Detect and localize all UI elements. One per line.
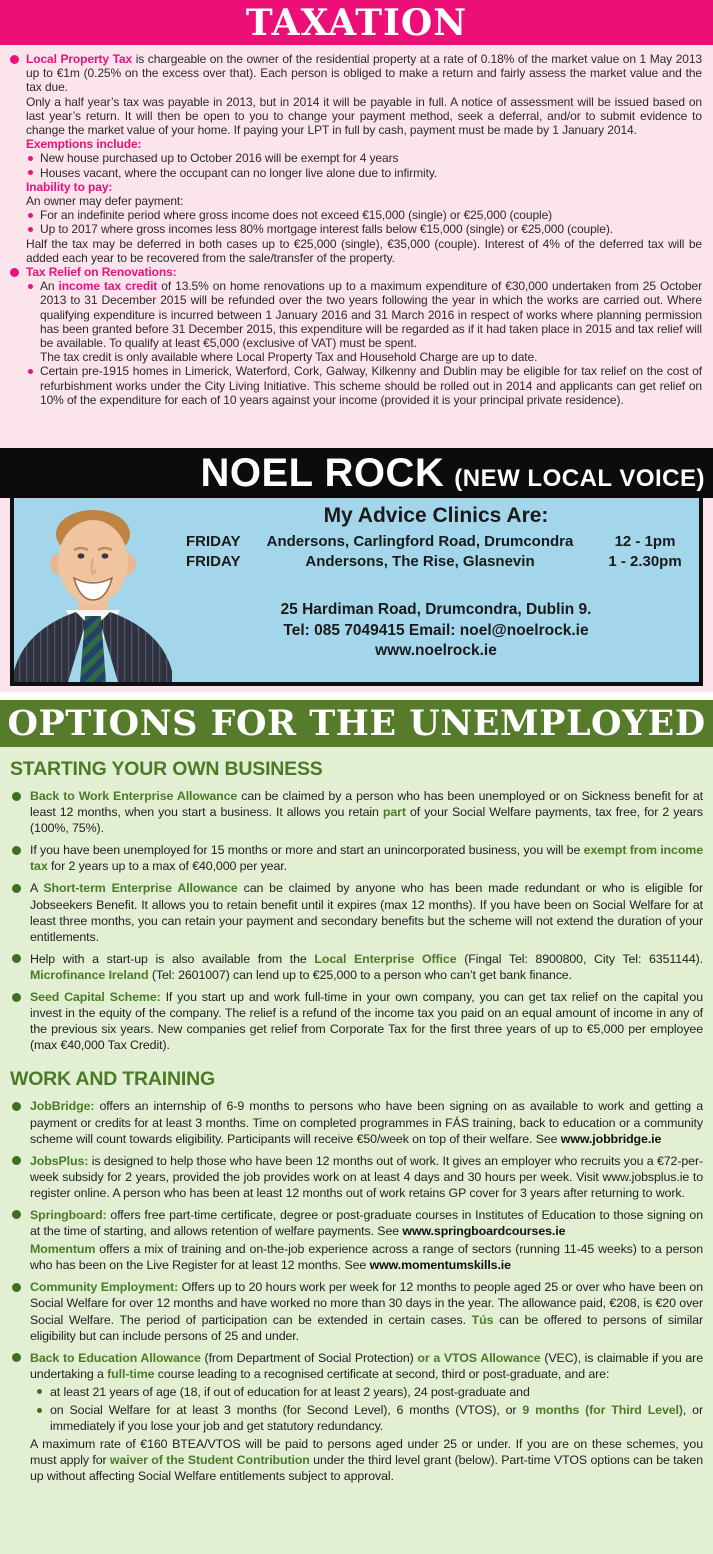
- list-item: [10, 1402, 703, 1434]
- paragraph: For an indefinite period where gross income does not exceed €15,000 (single) or €25,000 (couple): [40, 208, 553, 223]
- paragraph: The tax credit is only available where Local Property Tax and Household Charge are up to date.: [40, 350, 538, 365]
- divider: [0, 692, 713, 700]
- clinic-row: [172, 532, 700, 552]
- list-item: [10, 1098, 703, 1146]
- candidate-tagline: (NEW LOCAL VOICE): [454, 465, 705, 492]
- clinic-rows: [172, 532, 700, 572]
- bullet-icon: [10, 55, 19, 64]
- bullet-icon: [12, 1353, 21, 1362]
- tel-email-line: Tel: 085 7049415 Email: noel@noelrock.ie: [283, 621, 589, 639]
- bullet-icon: [10, 268, 19, 277]
- paragraph: Momentum offers a mix of training and on-the-job experience across a range of sectors (running 11-45 weeks) to a person who has been on the Live Register for at least 12 months. See www.momentumskills.ie: [30, 1242, 703, 1273]
- bullet-icon: [28, 156, 33, 161]
- clinic-day: FRIDAY: [186, 533, 241, 550]
- paragraph: Springboard: offers free part-time certificate, degree or post-graduate courses in Institutes of Education to those signing on at the time of starting, and allows retention of welfare payments. See www.springboardcourses.ie: [30, 1207, 703, 1239]
- paragraph: Back to Work Enterprise Allowance can be claimed by a person who has been unemployed or on Sickness benefit for at least 12 months, when you start a business. It allows you retain part of your Social Welfare payments, tax free, for 2 years (100%, 75%).: [30, 789, 703, 836]
- paragraph: on Social Welfare for at least 3 months (for Second Level), 6 months (VTOS), or 9 months (for Third Level), or immediately if you lose your job and get statutory redundancy.: [50, 1403, 703, 1434]
- portrait-illustration: [14, 498, 172, 682]
- taxation-title: TAXATION: [245, 1, 468, 44]
- paragraph: Seed Capital Scheme: If you start up and work full-time in your own company, you can get tax relief on the capital you invest in the equity of the company. The relief is a refund of the income tax you paid on an equal amount of income in any of the previous six years. New companies get relief from Corporate Tax for the first three years of up to €5,000 per employee (max €40,000 Tax Credit).: [30, 990, 703, 1053]
- clinics-heading: My Advice Clinics Are:: [323, 504, 549, 527]
- section-heading-work: WORK AND TRAINING: [10, 1068, 215, 1091]
- paragraph: Local Property Tax is chargeable on the owner of the residential property at a rate of 0.18% of the market value on 1 May 2013 up to €1m (0.25% on the excess over that). Each person is obliged to make a return and fairly assess the market value and the tax due.: [26, 52, 702, 95]
- website-url: www.noelrock.ie: [375, 642, 497, 659]
- list-item: [10, 1350, 703, 1382]
- bullet-icon: [28, 213, 33, 218]
- unemployed-section: [0, 747, 713, 1554]
- noel-rock-photo: [14, 498, 172, 682]
- list-item: [10, 52, 702, 95]
- clinic-time: 1 - 2.30pm: [608, 553, 682, 570]
- bullet-icon: [12, 792, 21, 801]
- address-line: 25 Hardiman Road, Drumcondra, Dublin 9.: [280, 601, 592, 618]
- paragraph: A maximum rate of €160 BTEA/VTOS will be paid to persons aged under 25 or under. If you are on these schemes, you must apply for waiver of the Student Contribution under the third level grant (below). Part-time VTOS options can be taken up without affecting Social Welfare entitlements subject to approval.: [30, 1437, 703, 1484]
- paragraph: Help with a start-up is also available from the Local Enterprise Office (Fingal Tel: 8900800, City Tel: 6351144). Microfinance Ireland (Tel: 2601007) can lend up to €25,000 to a person who can’t get bank finance.: [30, 951, 703, 982]
- list-item: [10, 1384, 703, 1400]
- list-item: [10, 1279, 703, 1343]
- taxation-banner: [0, 0, 713, 45]
- bullet-icon: [28, 369, 33, 374]
- noel-rock-banner: [0, 448, 713, 498]
- section-heading-business: STARTING YOUR OWN BUSINESS: [10, 758, 323, 780]
- paragraph: Houses vacant, where the occupant can no longer live alone due to infirmity.: [40, 165, 438, 180]
- paragraph: Certain pre-1915 homes in Limerick, Waterford, Cork, Galway, Kilkenny and Dublin may be eligible for tax relief on the cost of refurbishment works under the City Living Initiative. This scheme should be rolled out in 2014 and applicants can get relief on 10% of the expenditure for each of 10 years against your income (provided it is your principal private residence).: [40, 364, 702, 407]
- paragraph: JobBridge: offers an internship of 6-9 months to persons who have been signing on as available to work and getting a payment or credits for at least 3 months. Time on completed programmes in FÁS training, back to education or a community scheme will count towards eligibility. Participants will receive €50/week on top of their welfare. See www.jobbridge.ie: [30, 1099, 703, 1146]
- paragraph: Only a half year’s tax was payable in 2013, but in 2014 it will be payable in full. A notice of assessment will be issued based on last year’s return. It will then be open to you to change your payment method, seek a deferral, and/or to submit evidence to change the market value of your home. If paying your LPT in full by cash, payment must be made by 1 January 2014.: [26, 94, 702, 138]
- taxation-section: [0, 45, 713, 448]
- paragraph: Half the tax may be deferred in both cases up to €25,000 (single), €35,000 (couple). Interest of 4% of the deferred tax will be added each year to be recovered from the sale/transfer of the property.: [26, 236, 702, 265]
- sub-heading: Tax Relief on Renovations:: [26, 265, 177, 280]
- clinic-place: Andersons, The Rise, Glasnevin: [305, 553, 535, 570]
- list-item: [10, 265, 702, 279]
- sub-heading: Inability to pay:: [26, 179, 113, 194]
- clinic-day: FRIDAY: [186, 553, 241, 570]
- unemployed-title: OPTIONS FOR THE UNEMPLOYED: [7, 703, 706, 744]
- list-item: [10, 951, 703, 983]
- paragraph: An owner may defer payment:: [26, 194, 184, 209]
- bullet-icon: [28, 284, 33, 289]
- bullet-icon: [28, 170, 33, 175]
- list-item: [10, 842, 703, 874]
- bullet-icon: [37, 1389, 42, 1394]
- list-item: [10, 151, 702, 165]
- list-item: [10, 208, 702, 222]
- list-item: [10, 222, 702, 236]
- paragraph: An income tax credit of 13.5% on home renovations up to a maximum expenditure of €30,000 undertaken from 25 October 2013 to 31 December 2015 will be refunded over the two years following the year in which the works are carried out. Where qualifying expenditure is incurred between 1 January 2016 and 31 March 2016 in respect of works where planning permission has been granted before 31 December 2015, this expenditure will be regarded as if it had taken place in 2015 and tax relief will be available. To qualify at least €5,000 (exclusive of VAT) must be spent.: [40, 279, 702, 351]
- list-item: [10, 166, 702, 180]
- paragraph: New house purchased up to October 2016 will be exempt for 4 years: [40, 151, 399, 166]
- paragraph: If you have been unemployed for 15 months or more and start an unincorporated business, you will be exempt from income tax for 2 years up to a max of €40,000 per year.: [30, 843, 703, 874]
- paragraph: A Short-term Enterprise Allowance can be claimed by anyone who has been made redundant or who is eligible for Jobseekers Benefit. It allows you to retain benefit until it expires (max 12 months). If you have been on Social Welfare for at least three months, you can retain your payment and secondary benefits but the scheme will not extend the duration of your entitlements.: [30, 881, 703, 944]
- sub-heading: Exemptions include:: [26, 137, 142, 152]
- list-item: [10, 880, 703, 944]
- clinic-time: 12 - 1pm: [614, 533, 676, 550]
- list-item: [10, 989, 703, 1053]
- bullet-icon: [12, 1210, 21, 1219]
- clinic-row: [172, 552, 700, 572]
- candidate-name: NOEL ROCK: [200, 451, 445, 495]
- list-item: [10, 279, 702, 350]
- paragraph: at least 21 years of age (18, if out of education for at least 2 years), 24 post-graduate and: [50, 1384, 530, 1399]
- bullet-icon: [12, 954, 21, 963]
- bullet-icon: [12, 1102, 21, 1111]
- paragraph: Up to 2017 where gross incomes less 80% mortgage interest falls below €15,000 (single) or €25,000 (couple).: [40, 222, 613, 237]
- unemployed-banner: [0, 700, 713, 747]
- bullet-icon: [12, 993, 21, 1002]
- bullet-icon: [12, 846, 21, 855]
- bullet-icon: [12, 1283, 21, 1292]
- clinic-place: Andersons, Carlingford Road, Drumcondra: [266, 533, 574, 550]
- bullet-icon: [12, 884, 21, 893]
- list-item: [10, 788, 703, 836]
- paragraph: Back to Education Allowance (from Department of Social Protection) or a VTOS Allowance (VEC), is claimable if you are undertaking a full-time course leading to a recognised certificate at second, third or post-graduate, and are:: [30, 1350, 704, 1381]
- advice-clinics-card: [10, 498, 703, 686]
- paragraph: Community Employment: Offers up to 20 hours work per week for 12 months to people aged 25 or over who have been on Social Welfare for over 12 months and have worked no more than 30 days in the year. The allowance paid, €208, is €20 over Social Welfare. The period of participation can be extended in certain cases. Tús can be offered to persons of similar eligibility but can include persons of 25 and under.: [30, 1280, 703, 1343]
- list-item: [10, 364, 702, 407]
- bullet-icon: [12, 1156, 21, 1165]
- bullet-icon: [28, 227, 33, 232]
- bullet-icon: [37, 1408, 42, 1413]
- clinic-info: [172, 498, 700, 682]
- list-item: [10, 1207, 703, 1239]
- paragraph: JobsPlus: is designed to help those who have been 12 months out of work. It gives an employer who recruits you a €72-per-week subsidy for 2 years, provided the job provides work on at least 4 days and 30 hours per week. Visit www.jobsplus.ie to register online. A person who has been at least 12 months out of work retains GP cover for 3 years after returning to work.: [30, 1153, 703, 1200]
- advice-clinics-wrap: [0, 498, 713, 692]
- list-item: [10, 1153, 703, 1201]
- contact-block: [172, 600, 700, 662]
